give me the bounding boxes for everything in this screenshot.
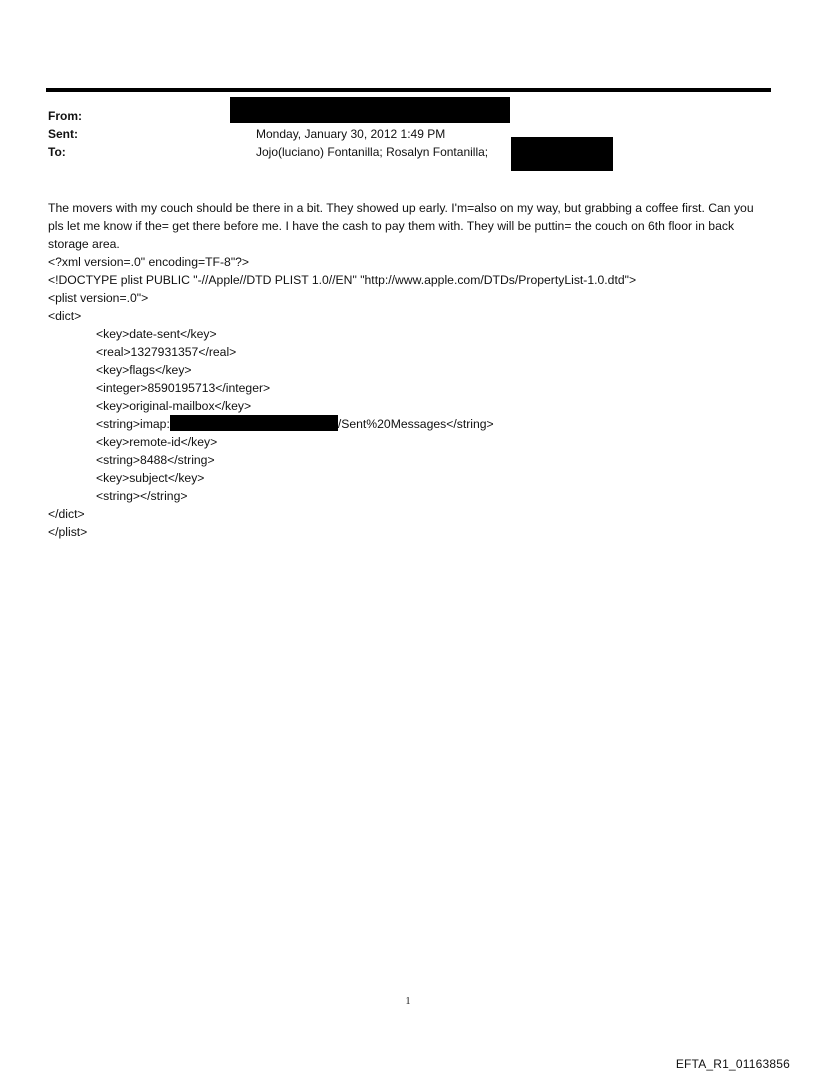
sent-label: Sent: — [48, 127, 78, 141]
dict-line: <key>original-mailbox</key> — [96, 399, 252, 413]
to-value: Jojo(luciano) Fontanilla; Rosalyn Fontanilla; — [256, 145, 489, 159]
xml-declaration: <?xml version=.0" encoding=TF-8"?> — [48, 255, 250, 269]
sent-value: Monday, January 30, 2012 1:49 PM — [256, 127, 446, 141]
mailbox-redaction — [170, 415, 338, 431]
message-paragraph: The movers with my couch should be there in a bit. They showed up early. I'm=also on my way, but grabbing a coffee first. Can you pls let me know if the= get there before me. I have the cash to pay them with. They will be puttin= the couch on 6th floor in back storage area. — [48, 201, 754, 251]
dict-open-line: <dict> — [48, 309, 82, 323]
to-redaction — [511, 137, 613, 171]
mailbox-line — [48, 415, 636, 433]
doctype-line: <!DOCTYPE plist PUBLIC "-//Apple//DTD PLIST 1.0//EN" "http://www.apple.com/DTDs/PropertyList-1.0.dtd"> — [48, 273, 637, 287]
dict-line: <key>remote-id</key> — [96, 435, 218, 449]
message-body — [48, 199, 758, 253]
dict-line: <integer>8590195713</integer> — [96, 381, 271, 395]
from-redaction — [230, 97, 510, 123]
mailbox-suffix: /Sent%20Messages</string> — [337, 417, 494, 431]
plist-close-line: </plist> — [48, 525, 88, 539]
dict-line: <key>flags</key> — [96, 363, 192, 377]
document-id: EFTA_R1_01163856 — [675, 1057, 790, 1071]
dict-line: <key>subject</key> — [96, 471, 205, 485]
dict-line: <real>1327931357</real> — [96, 345, 237, 359]
dict-close-line: </dict> — [48, 507, 85, 521]
header-divider — [46, 88, 771, 92]
dict-line: <string>8488</string> — [96, 453, 215, 467]
plist-open-line: <plist version=.0"> — [48, 291, 149, 305]
plist-block — [48, 253, 636, 541]
from-label: From: — [48, 109, 82, 123]
to-label: To: — [48, 145, 66, 159]
mailbox-prefix: <string>imap: — [96, 417, 170, 431]
dict-line: <key>date-sent</key> — [96, 327, 217, 341]
page-number: 1 — [405, 996, 411, 1007]
dict-line: <string></string> — [96, 489, 188, 503]
